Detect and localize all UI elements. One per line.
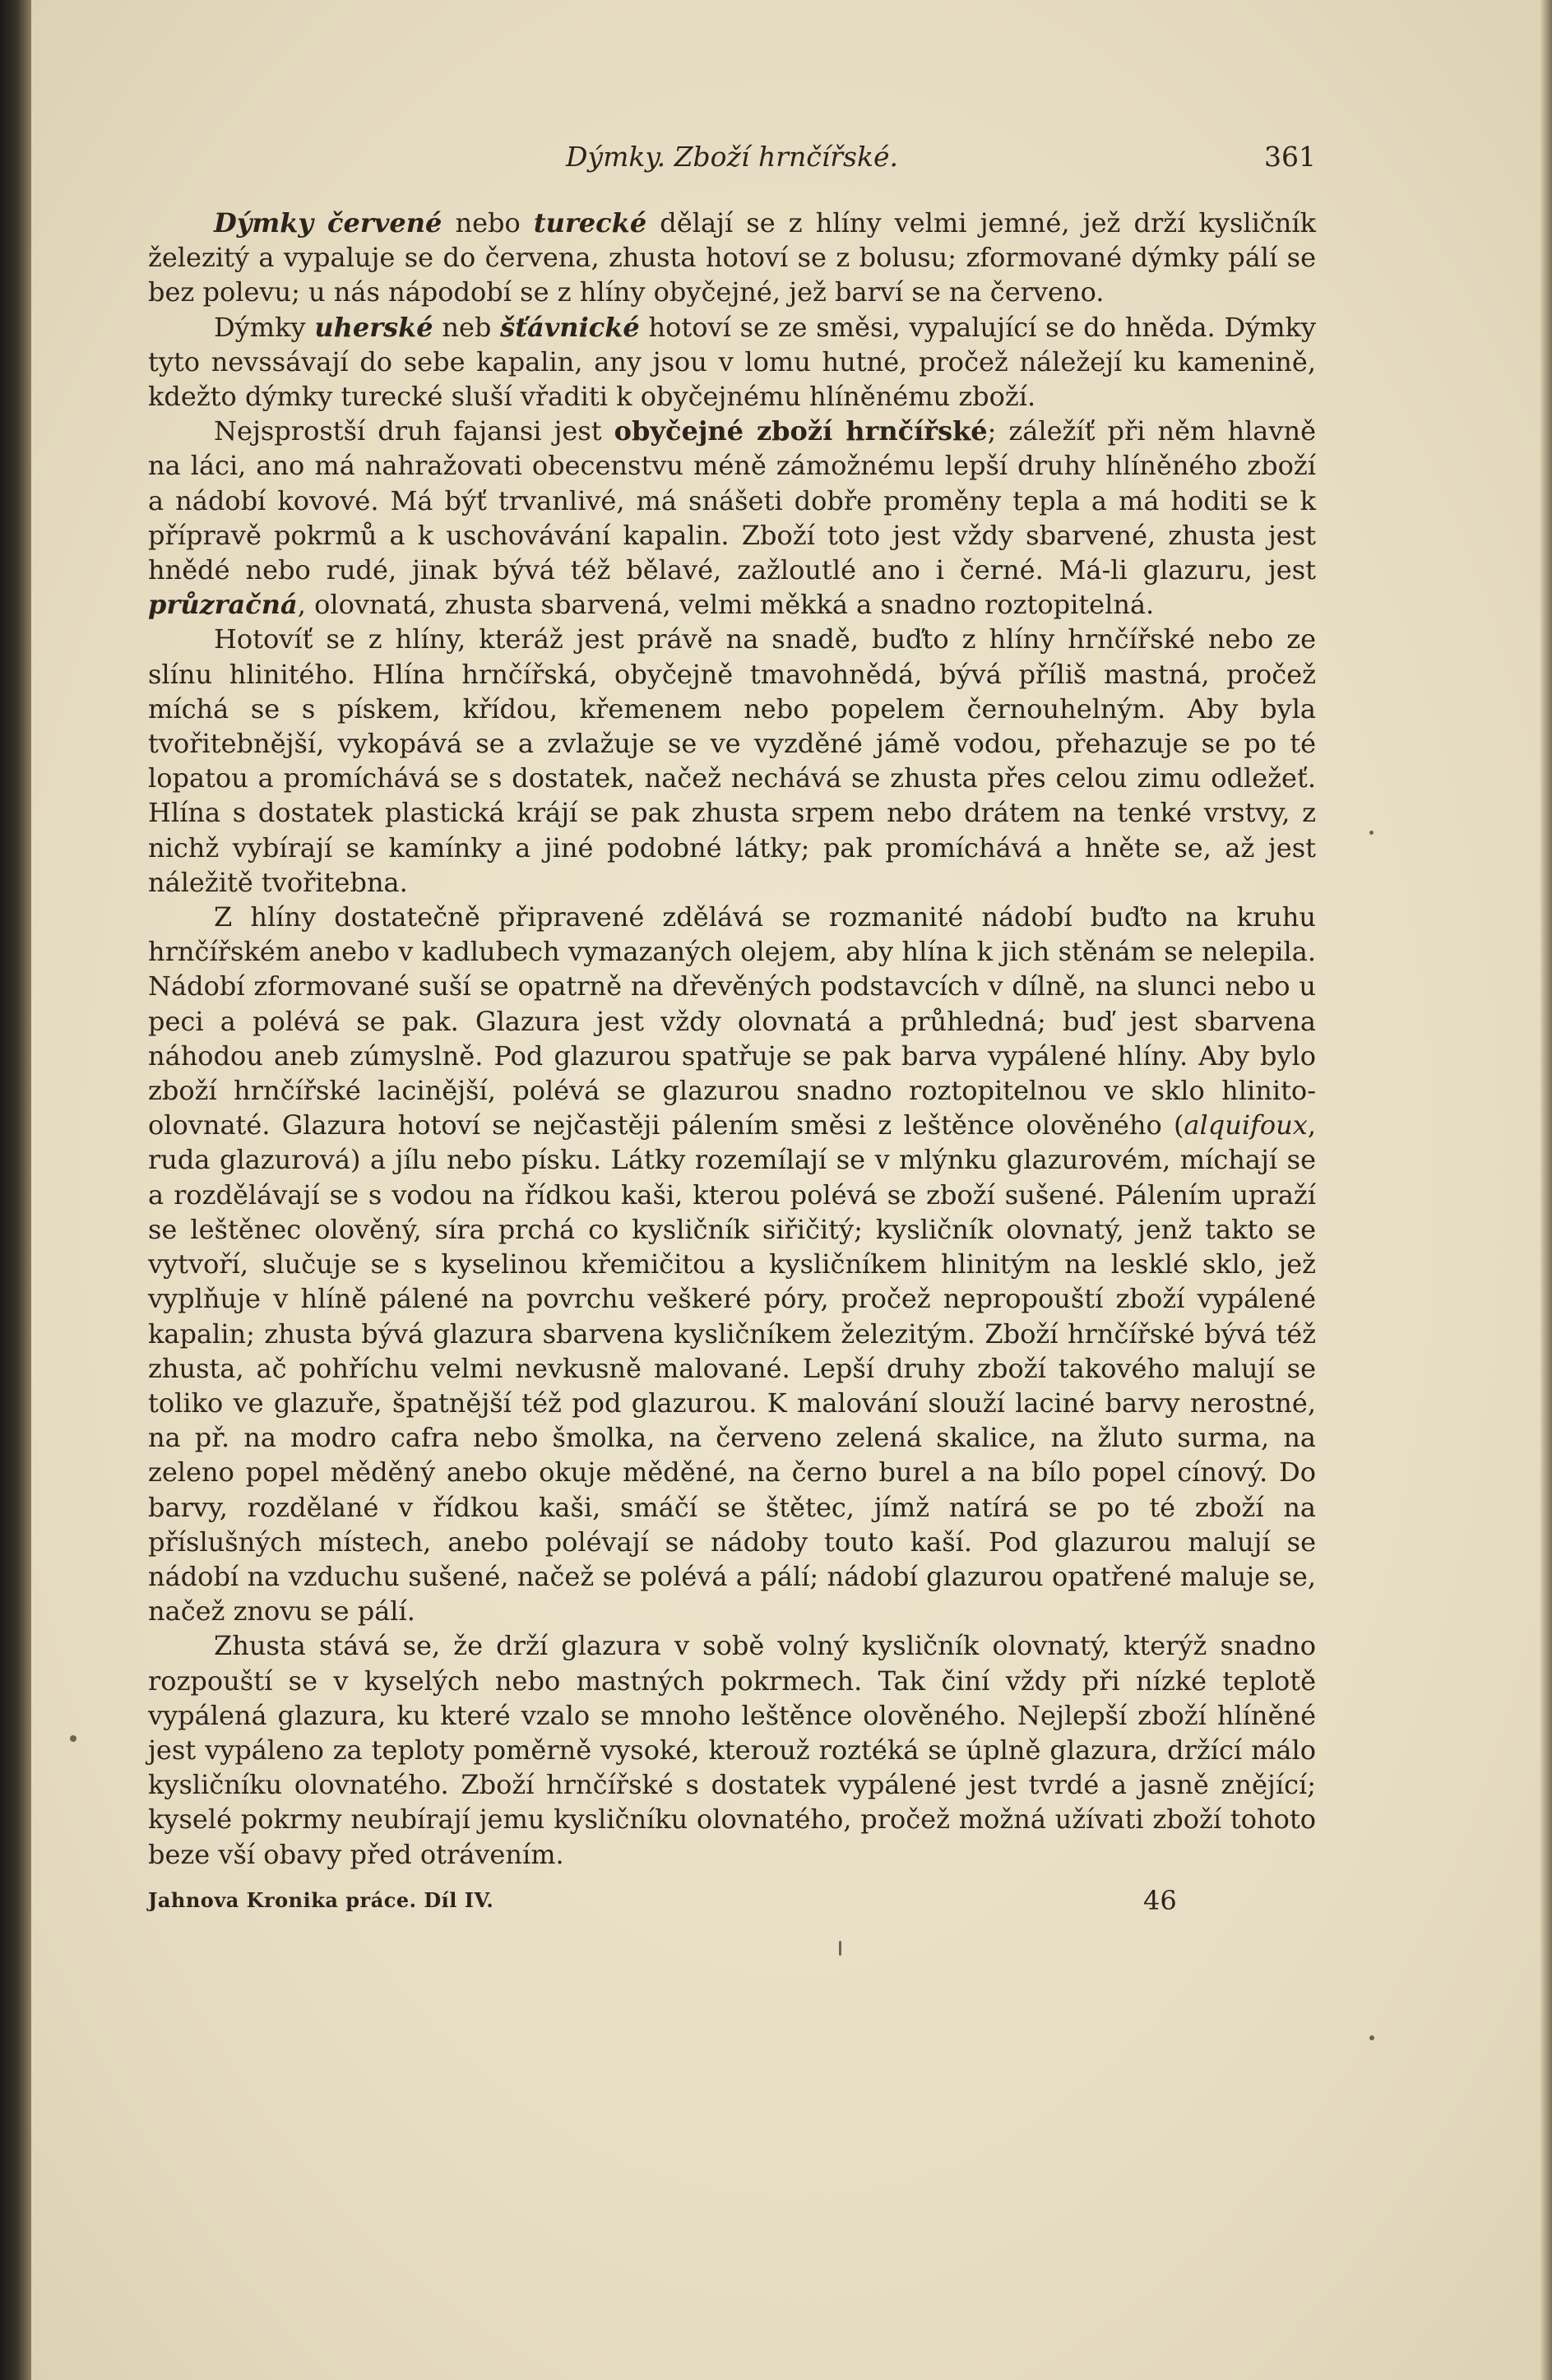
text-run: Dýmky xyxy=(214,311,315,343)
text-run: neb xyxy=(433,311,501,343)
text-run: nebo xyxy=(442,207,534,238)
text-run: , olovnatá, zhusta sbarvená, velmi měkká a snadno roztopitelná. xyxy=(297,589,1155,621)
text-run: , ruda glazurová) a jílu nebo písku. Látky rozemílají se v mlýnku glazurovém, míchají se a rozdělávají se s vodou na řídkou kaši, kterou polévá se zboží sušené. Pálením upraží se leštěnec olověný, síra prchá co kysličník siřičitý; kysličník olovnatý, jenž takto se vytvoří, slučuje se s kyselinou křemičitou a kysličníkem hlinitým na lesklé sklo, jež vyplňuje v hlíně pálené na povrchu veškeré póry, pročež nepropouští zboží vypálené kapalin; zhusta bývá glazura sbarvena kysličníkem železitým. Zboží hrnčířské bývá též zhusta, ač pohříchu velmi nevkusně malované. Lepší druhy zboží takového malují se toliko ve glazuře, špatnější též pod glazurou. K malování slouží laciné barvy nerostné, na př. na modro cafra nebo šmolka, na červeno zelená skalice, na žluto surma, na zeleno popel měděný anebo okuje měděné, na černo burel a na bílo popel cínový. Do barvy, rozdělané v řídkou kaši, smáčí se štětec, jímž natírá se po té zboží na příslušných místech, anebo polévají se nádoby touto kaší. Pod glazurou malují se nádobí na vzduchu sušené, načež se polévá a pálí; nádobí glazurou opatřené maluje se, načež znovu se pálí. xyxy=(148,1109,1316,1628)
paper-speck xyxy=(1369,2035,1374,2040)
body-text xyxy=(148,206,1316,1872)
running-head: Dýmky. Zboží hrnčířské. xyxy=(565,141,899,173)
paragraph xyxy=(148,310,1316,414)
page-content xyxy=(148,140,1316,1916)
emphasized-text: uherské xyxy=(314,311,433,343)
paragraph xyxy=(148,900,1316,1628)
page-footer xyxy=(148,1883,1316,1916)
paper-speck xyxy=(70,1735,76,1742)
scan-dark-edge xyxy=(0,0,31,2380)
text-run: ; záležíť při něm hlavně na láci, ano má nahražovati obecenstvu méně zámožnému lepší druhy hlíněného zboží a nádobí kovové. Má býť trvanlivé, má snášeti dobře proměny tepla a má hoditi se k přípravě pokrmů a k uschovávání kapalin. Zboží toto jest vždy sbarvené, zhusta jest hnědé nebo rudé, jinak bývá též bělavé, zažloutlé ano i černé. Má-li glazuru, jest xyxy=(148,415,1316,586)
emphasized-text: šťávnické xyxy=(500,311,640,343)
text-run: dělají se z hlíny velmi jemné, jež drží kysličník železitý a vypaluje se do červena, zhusta hotoví se z bolusu; zformované dýmky pálí se bez polevu; u nás nápodobí se z hlíny obyčejné, jež barví se na červeno. xyxy=(148,207,1317,308)
paragraph xyxy=(148,414,1316,622)
paragraph xyxy=(148,622,1316,900)
emphasized-text: obyčejné zboží hrnčířské xyxy=(614,415,988,447)
page-number: 361 xyxy=(1264,141,1316,173)
emphasized-text: průzračná xyxy=(148,589,298,621)
signature-mark: Jahnova Kronika práce. Díl IV. xyxy=(148,1887,494,1912)
emphasized-text: turecké xyxy=(533,207,647,238)
page-right-edge xyxy=(1540,0,1552,2380)
page-header xyxy=(148,140,1316,181)
paper-speck xyxy=(1369,831,1374,835)
emphasized-text: alquifoux xyxy=(1184,1109,1308,1141)
paper-speck xyxy=(839,1941,841,1956)
text-run: Nejsprostší druh fajansi jest xyxy=(214,415,614,447)
text-run: hotoví se ze směsi, vypalující se do hněda. Dýmky tyto nevssávají do sebe kapalin, any jsou v lomu hutné, pročež náležejí ku kamenině, kdežto dýmky turecké sluší vřaditi k obyčejnému hlíněnému zboží. xyxy=(148,311,1317,413)
text-run: Z hlíny dostatečně připravené zdělává se rozmanité nádobí buďto na kruhu hrnčířském anebo v kadlubech vymazaných olejem, aby hlína k jich stěnám se nelepila. Nádobí zformované suší se opatrně na dřevěných podstavcích v dílně, na slunci nebo u peci a polévá se pak. Glazura jest vždy olovnatá a průhledná; buď jest sbarvena náhodou aneb zúmyslně. Pod glazurou spatřuje se pak barva vypálené hlíny. Aby bylo zboží hrnčířské lacinější, polévá se glazurou snadno roztopitelnou ve sklo hlinito-olovnaté. Glazura hotoví se nejčastěji pálením směsi z leštěnce olověného ( xyxy=(148,901,1316,1141)
sheet-number: 46 xyxy=(1143,1884,1177,1916)
text-run: Hotovíť se z hlíny, kteráž jest právě na snadě, buďto z hlíny hrnčířské nebo ze slínu hlinitého. Hlína hrnčířská, obyčejně tmavohnědá, bývá příliš mastná, pročež míchá se s pískem, křídou, křemenem nebo popelem černouhelným. Aby byla tvořitebnější, vykopává se a zvlažuje se ve vyzděné jámě vodou, přehazuje se po té lopatou a promíchává se s dostatek, načež nechává se zhusta přes celou zimu odležeť. Hlína s dostatek plastická krájí se pak zhusta srpem nebo drátem na tenké vrstvy, z nichž vybírají se kamínky a jiné podobné látky; pak promíchává a hněte se, až jest náležitě tvořitebna. xyxy=(148,623,1316,898)
paragraph xyxy=(148,1628,1316,1871)
text-run: Zhusta stává se, že drží glazura v sobě volný kysličník olovnatý, kterýž snadno rozpouští se v kyselých nebo mastných pokrmech. Tak činí vždy při nízké teplotě vypálená glazura, ku které vzalo se mnoho leštěnce olověného. Nejlepší zboží hlíněné jest vypáleno za teploty poměrně vysoké, kterouž roztéká se úplně glazura, držící málo kysličníku olovnatého. Zboží hrnčířské s dostatek vypálené jest tvrdé a jasně znějící; kyselé pokrmy neubírají jemu kysličníku olovnatého, pročež možná užívati zboží tohoto beze vší obavy před otrávením. xyxy=(148,1630,1316,1870)
paragraph xyxy=(148,206,1316,310)
emphasized-text: Dýmky červené xyxy=(214,207,442,238)
